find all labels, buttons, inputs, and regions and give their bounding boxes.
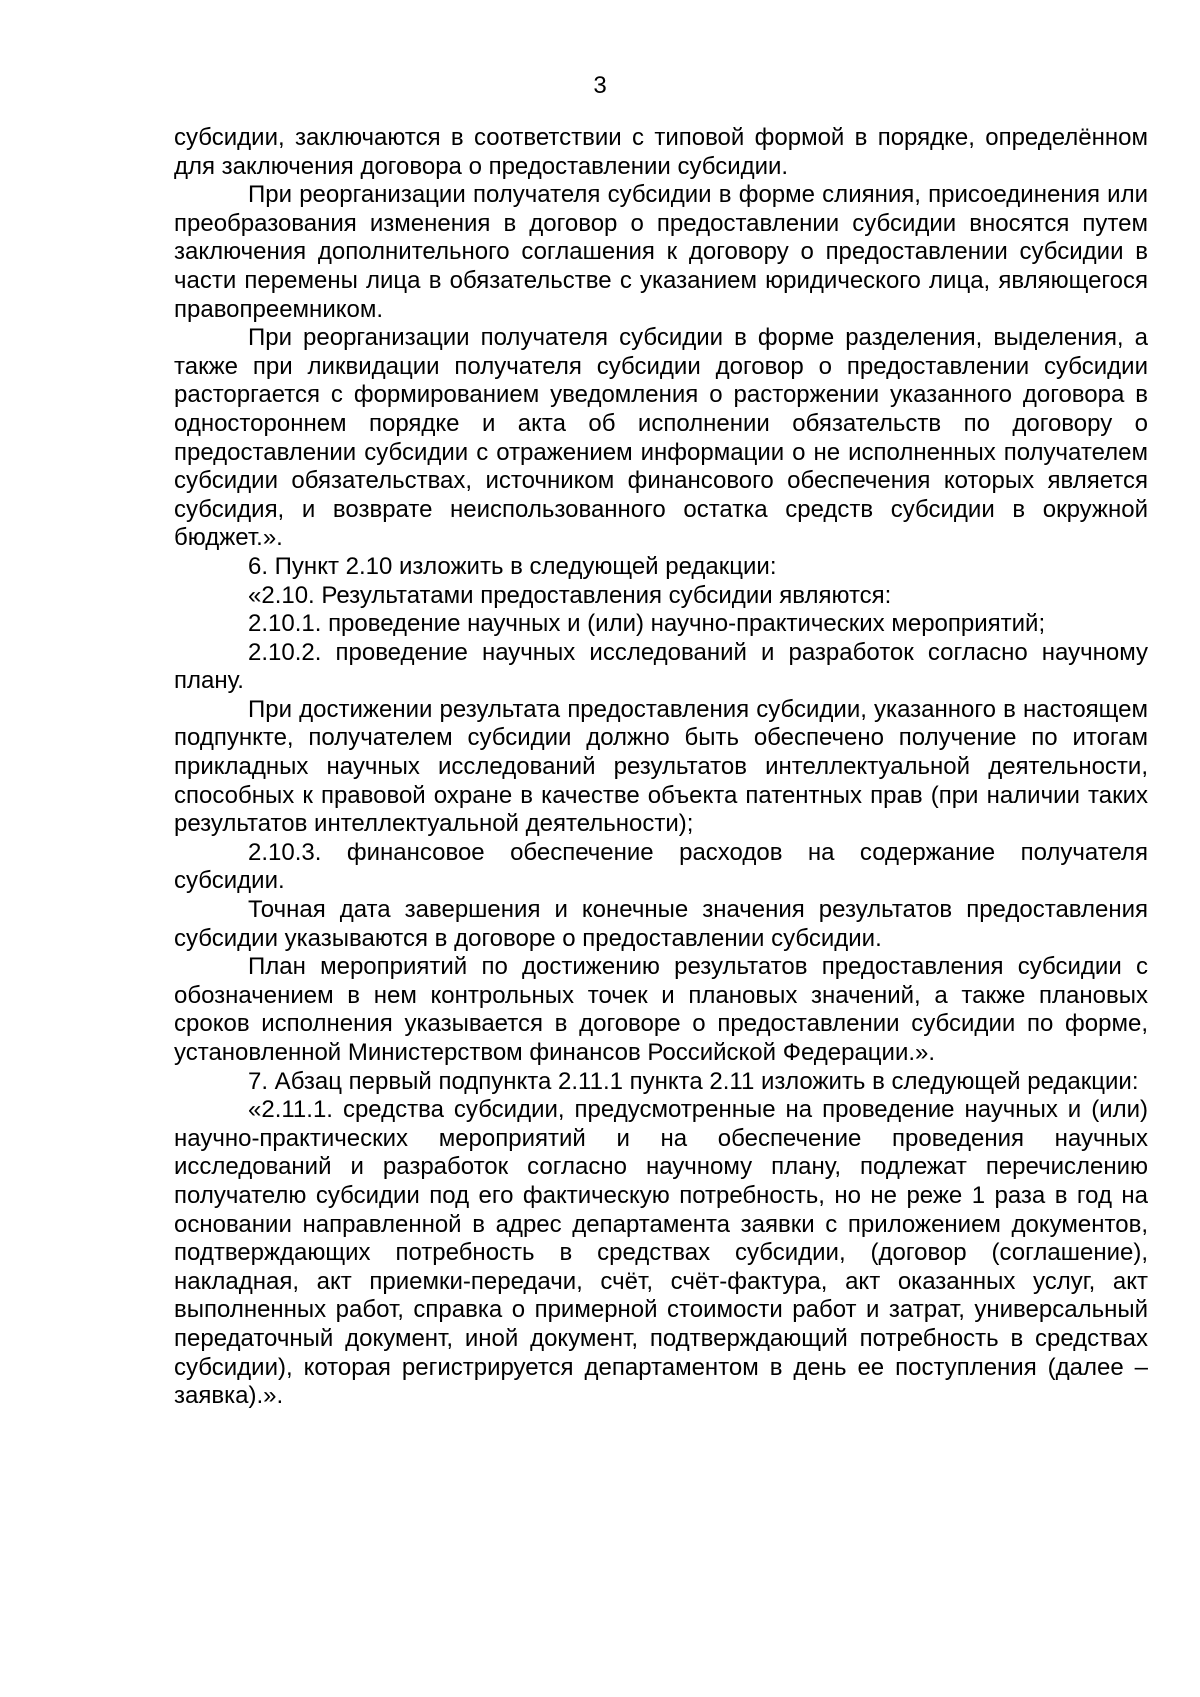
paragraph-11: План мероприятий по достижению результатов предоставления субсидии с обозначением в нем контрольных точек и плановых значений, а также плановых сроков исполнения указывается в договоре о предоставлении субсидии по форме, установленной Министерством финансов Российской Федерации.». <box>174 953 1148 1066</box>
paragraph-1: субсидии, заключаются в соответствии с типовой формой в порядке, определённом для заключения договора о предоставлении субсидии. <box>174 124 1148 180</box>
paragraph-13: «2.11.1. средства субсидии, предусмотренные на проведение научных и (или) научно-практических мероприятий и на обеспечение проведения научных исследований и разработок согласно научному плану, подлежат перечислению получателю субсидии под его фактическую потребность, но не реже 1 раза в год на основании направленной в адрес департамента заявки с приложением документов, подтверждающих потребность в средствах субсидии, (договор (соглашение), накладная, акт приемки-передачи, счёт, счёт-фактура, акт оказанных услуг, акт выполненных работ, справка о примерной стоимости работ и затрат, универсальный передаточный документ, иной документ, подтверждающий потребность в средствах субсидии), которая регистрируется департаментом в день ее поступления (далее – заявка).». <box>174 1096 1148 1410</box>
paragraph-12: 7. Абзац первый подпункта 2.11.1 пункта 2.11 изложить в следующей редакции: <box>248 1067 1139 1095</box>
paragraph-8: При достижении результата предоставления субсидии, указанного в настоящем подпункте, получателем субсидии должно быть обеспечено получение по итогам прикладных научных исследований результатов интеллектуальной деятельности, способных к правовой охране в качестве объекта патентных прав (при наличии таких результатов интеллектуальной деятельности); <box>174 695 1148 838</box>
paragraph-10: Точная дата завершения и конечные значения результатов предоставления субсидии указываются в договоре о предоставлении субсидии. <box>174 896 1148 952</box>
paragraph-6: 2.10.1. проведение научных и (или) научно-практических мероприятий; <box>248 610 1046 638</box>
paragraph-5: «2.10. Результатами предоставления субсидии являются: <box>248 581 892 609</box>
paragraph-9: 2.10.3. финансовое обеспечение расходов на содержание получателя субсидии. <box>174 838 1148 895</box>
paragraph-3: При реорганизации получателя субсидии в форме разделения, выделения, а также при ликвидации получателя субсидии договор о предоставлении субсидии расторгается с формированием уведомления о расторжении указанного договора в одностороннем порядке и акта об исполнении обязательств по договору о предоставлении субсидии с отражением информации о не исполненных получателем субсидии обязательствах, источником финансового обеспечения которых является субсидия, и возврате неиспользованного остатка средств субсидии в окружной бюджет.». <box>174 324 1148 552</box>
document-body <box>174 124 1148 1411</box>
paragraph-7: 2.10.2. проведение научных исследований и разработок согласно научному плану. <box>174 638 1148 695</box>
paragraph-4: 6. Пункт 2.10 изложить в следующей редакции: <box>248 552 777 580</box>
page-number: 3 <box>593 72 607 99</box>
paragraph-2: При реорганизации получателя субсидии в форме слияния, присоединения или преобразования изменения в договор о предоставлении субсидии вносятся путем заключения дополнительного соглашения к договору о предоставлении субсидии в части перемены лица в обязательстве с указанием юридического лица, являющегося правопреемником. <box>174 181 1148 323</box>
